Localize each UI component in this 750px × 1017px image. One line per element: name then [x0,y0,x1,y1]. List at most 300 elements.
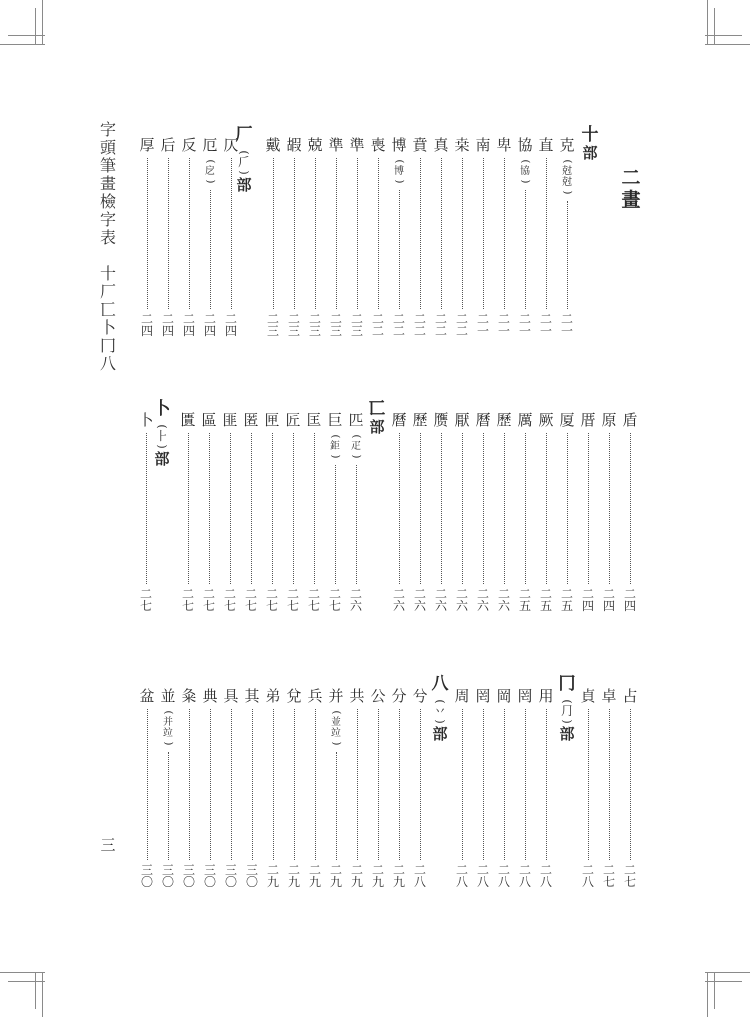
entry-variant [562,157,572,197]
index-entry [577,412,599,612]
leader-dots [483,433,484,584]
entry-character: 桒 [454,136,470,154]
paren-close: ) [204,179,216,184]
index-entry [598,688,620,888]
leader-dots [399,709,400,860]
leader-dots [272,433,273,584]
page-ref-digit: 二 [455,312,468,326]
entry-character: 弟 [265,687,281,705]
page-ref-digit: 三 [161,863,174,877]
variant-char: 𠂆 [237,155,250,169]
variant-char: 竝 [331,728,341,739]
entry-character: 罔 [475,687,491,705]
paren-open: ( [393,159,405,164]
running-head-char: 冂 [99,336,116,355]
page-ref-digit: 一 [476,324,489,338]
leader-dots [588,709,589,860]
leader-dots [356,465,357,584]
index-entry [346,137,368,337]
index-entry [198,412,220,612]
crop-mark [705,981,742,982]
radical-bu: 部 [154,450,170,468]
entry-character: 厦 [559,411,575,429]
paren-open: ( [329,434,341,439]
variant-char: ⺊ [155,429,168,443]
leader-dots [525,433,526,584]
index-entry [283,137,305,337]
page-number [100,837,116,853]
leader-dots [251,433,252,584]
page-ref-digit: 九 [392,875,405,889]
leader-dots [609,709,610,860]
entry-character: 曆 [475,411,491,429]
entry-character: 匠 [285,411,301,429]
index-entry [514,137,536,337]
leader-dots [315,709,316,860]
page-ref-digit: 二 [539,587,552,601]
radical-header-shi [576,125,604,162]
page-ref-digit: 七 [602,875,615,889]
page-ref-digit: 八 [413,875,426,889]
variant-char: 疋 [351,441,361,452]
page-ref-digit: 三 [287,324,300,338]
paren-open: ( [350,434,362,439]
page-ref-digit: 二 [623,863,636,877]
index-entry [388,412,410,612]
leader-dots [357,709,358,860]
page-ref-digit: 四 [602,599,615,613]
leader-dots [273,709,274,860]
paren-open: ( [560,699,574,704]
running-head-char: 十 [99,264,116,283]
leader-dots [546,158,547,309]
entry-character: 兮 [412,687,428,705]
page-ref-digit: 一 [518,324,531,338]
leader-dots [567,433,568,584]
page-ref-digit: 三 [266,324,279,338]
index-entry [409,412,431,612]
page-ref-digit: 二 [560,587,573,601]
variant-char: 鉅 [330,441,340,452]
leader-dots [420,433,421,584]
leader-dots [378,158,379,309]
entry-character: 公 [370,687,386,705]
crop-mark [705,35,742,36]
leader-dots [336,752,337,860]
entry-variant [331,708,341,748]
entry-variant [520,157,530,186]
entry-character: 匱 [180,411,196,429]
page-ref-digit: 二 [518,863,531,877]
entry-variant [205,157,215,186]
index-entry [514,412,536,612]
crop-mark [0,972,45,973]
running-head-char: 卜 [99,318,116,337]
crop-mark [42,972,43,1017]
leader-dots [399,433,400,584]
leader-dots [293,433,294,584]
paren-close: ) [237,170,251,175]
crop-mark [35,8,36,45]
index-entry [304,137,326,337]
paren-close: ) [433,719,447,724]
entry-character: 分 [391,687,407,705]
entry-character: 卜 [138,411,154,429]
variant-char: 尅 [562,166,572,177]
page-ref-digit: 四 [224,324,237,338]
index-entry [619,688,641,888]
page-ref-digit: 九 [371,875,384,889]
page-ref-digit: 二 [413,863,426,877]
index-entry [388,137,410,337]
index-entry [535,412,557,612]
paren-close: ) [393,179,405,184]
page-ref-digit: 九 [266,875,279,889]
crop-mark [705,972,750,973]
page-ref-digit: 〇 [224,875,237,889]
crop-mark [0,44,45,45]
leader-dots [147,158,148,309]
page-ref-digit: 二 [266,312,279,326]
leader-dots [588,433,589,584]
index-entry [619,412,641,612]
leader-dots [462,709,463,860]
page-number-text: 三 [100,836,116,854]
page-ref-digit: 二 [287,312,300,326]
page-ref-digit: 二 [392,312,405,326]
entry-character: 卓 [601,687,617,705]
index-entry [220,137,242,337]
radical-char: 卜 [153,399,171,419]
entry-character: 歷 [496,411,512,429]
entry-character: 厥 [538,411,554,429]
entry-character: 用 [538,687,554,705]
page-ref-digit: 〇 [245,875,258,889]
index-entry [535,688,557,888]
entry-variant [394,157,404,186]
page-ref-digit: 六 [413,599,426,613]
page-ref-digit: 三 [182,863,195,877]
index-entry [451,137,473,337]
leader-dots [462,433,463,584]
page-ref-digit: 二 [581,587,594,601]
leader-dots [147,709,148,860]
index-entry [157,137,179,337]
index-entry [493,137,515,337]
page-ref-digit: 八 [497,875,510,889]
page-ref-digit: 八 [518,875,531,889]
page-ref-digit: 二 [349,587,362,601]
index-entry [493,688,515,888]
entry-character: 厚 [139,136,155,154]
index-entry [556,137,578,337]
crop-mark [714,8,715,45]
page-ref-digit: 二 [518,587,531,601]
page-ref-digit: 九 [308,875,321,889]
page-ref-digit: 二 [518,312,531,326]
index-entry [136,137,158,337]
index-entry [219,412,241,612]
paren-close: ) [560,719,574,724]
leader-dots [252,709,253,860]
radical-bu: 部 [236,176,252,194]
paren-close: ) [519,179,531,184]
entry-character: 罔 [517,687,533,705]
page-ref-digit: 六 [497,599,510,613]
running-head [97,121,119,373]
page-ref-digit: 七 [223,599,236,613]
page-ref-digit: 二 [392,324,405,338]
index-entry [367,137,389,337]
entry-character: 匡 [306,411,322,429]
paren-open: ( [237,150,251,155]
page-ref-digit: 二 [329,863,342,877]
page-ref-digit: 八 [476,875,489,889]
index-entry [451,688,473,888]
page-ref-digit: 三 [224,863,237,877]
page-ref-digit: 二 [287,863,300,877]
entry-character: 戴 [265,136,281,154]
page-ref-digit: 二 [539,863,552,877]
index-entry [472,137,494,337]
crop-mark [707,972,708,1017]
index-entry [346,688,368,888]
page-ref-digit: 二 [455,863,468,877]
index-entry [282,412,304,612]
entry-character: 赝 [433,411,449,429]
entry-character: 兵 [307,687,323,705]
page-ref-digit: 三 [350,324,363,338]
paren-close: ) [162,741,174,746]
index-entry [304,688,326,888]
index-entry [240,412,262,612]
page-ref-digit: 一 [539,324,552,338]
entry-character: 匿 [243,411,259,429]
paren-open: ( [561,159,573,164]
leader-dots [357,158,358,309]
page-ref-digit: 二 [434,312,447,326]
variant-char: 丷 [433,704,446,718]
page-ref-digit: 六 [455,599,468,613]
entry-character: 克 [559,136,575,154]
paren-close: ) [561,190,573,195]
index-entry [367,688,389,888]
page-ref-digit: 二 [371,324,384,338]
index-entry [178,688,200,888]
index-entry [199,137,221,337]
entry-character: 嘏 [286,136,302,154]
page-ref-digit: 二 [181,587,194,601]
variant-char: 并 [163,717,173,728]
radical-variant [156,422,168,451]
entry-character: 匪 [222,411,238,429]
page-ref-digit: 二 [413,587,426,601]
entry-character: 原 [601,411,617,429]
radical-char: 冂 [558,674,576,694]
page-ref-digit: 二 [476,312,489,326]
page-ref-digit: 二 [497,312,510,326]
variant-char: 協 [520,166,530,177]
leader-dots [231,709,232,860]
page-ref-digit: 五 [518,599,531,613]
variant-char: 並 [331,717,341,728]
page-ref-digit: 三 [329,324,342,338]
radical-char: 匸 [368,399,386,419]
page-ref-digit: 二 [286,587,299,601]
page-ref-digit: 二 [602,587,615,601]
entry-character: 仄 [223,136,239,154]
page-ref-digit: 八 [539,875,552,889]
entry-character: 賁 [412,136,428,154]
page-ref-digit: 二 [224,312,237,326]
paren-open: ( [433,699,447,704]
page-ref-digit: 二 [223,587,236,601]
index-entry [262,688,284,888]
entry-character: 喪 [370,136,386,154]
index-entry [199,688,221,888]
page-ref-digit: 八 [581,875,594,889]
page-ref-digit: 二 [244,587,257,601]
entry-character: 兢 [307,136,323,154]
running-head-char: 畫 [99,174,116,193]
page-ref-digit: 二 [371,312,384,326]
page-ref-digit: 一 [497,324,510,338]
page-ref-digit: 二 [140,312,153,326]
page-ref-digit: 七 [244,599,257,613]
page-ref-digit: 二 [265,587,278,601]
entry-character: 博 [391,136,407,154]
page-ref-digit: 七 [139,599,152,613]
page-ref-digit: 二 [455,324,468,338]
page-ref-digit: 二 [560,312,573,326]
page-ref-digit: 四 [161,324,174,338]
page-ref-digit: 二 [413,324,426,338]
leader-dots [462,158,463,309]
page-ref-digit: 七 [286,599,299,613]
index-entry [136,688,158,888]
page-ref-digit: 二 [581,863,594,877]
radical-char: 厂 [235,125,253,145]
index-entry [178,137,200,337]
running-head-char: 頭 [99,138,116,157]
index-entry [409,137,431,337]
section-title-char: 畫 [621,189,641,211]
page-ref-digit: 二 [434,587,447,601]
entry-character: 厭 [454,411,470,429]
leader-dots [483,709,484,860]
index-entry [535,137,557,337]
entry-character: 典 [202,687,218,705]
page-ref-digit: 九 [287,875,300,889]
index-entry [177,412,199,612]
paren-close: ) [155,444,169,449]
leader-dots [315,158,316,309]
entry-character: 南 [475,136,491,154]
entry-character: 巨 [327,411,343,429]
entry-character: 并 [328,687,344,705]
index-entry [577,688,599,888]
page-ref-digit: 七 [307,599,320,613]
paren-open: ( [330,710,342,715]
entry-character: 反 [181,136,197,154]
index-entry [514,688,536,888]
running-head-char: 檢 [99,192,116,211]
page-ref-digit: 二 [602,863,615,877]
leader-dots [525,709,526,860]
leader-dots [546,433,547,584]
leader-dots [609,433,610,584]
leader-dots [336,158,337,309]
entry-character: 協 [517,136,533,154]
index-entry [409,688,431,888]
leader-dots [168,158,169,309]
paren-open: ( [204,159,216,164]
page-ref-digit: 二 [308,312,321,326]
section-title-char: 二 [621,167,641,189]
paren-close: ) [350,454,362,459]
entry-character: 其 [244,687,260,705]
entry-character: 準 [328,136,344,154]
page-ref-digit: 二 [161,312,174,326]
paren-close: ) [330,741,342,746]
leader-dots [210,190,211,309]
page-ref-digit: 三 [245,863,258,877]
page-ref-digit: 二 [476,587,489,601]
radical-variant [434,697,446,726]
entry-character: 區 [201,411,217,429]
radical-bu: 部 [559,725,575,743]
leader-dots [504,709,505,860]
leader-dots [294,709,295,860]
page-ref-digit: 二 [392,587,405,601]
crop-mark [8,35,45,36]
leader-dots [231,158,232,309]
leader-dots [441,158,442,309]
page-ref-digit: 〇 [140,875,153,889]
index-entry [220,688,242,888]
index-entry [324,412,346,612]
page-ref-digit: 二 [308,863,321,877]
leader-dots [525,190,526,309]
leader-dots [399,190,400,309]
page-ref-digit: 九 [329,875,342,889]
leader-dots [209,433,210,584]
radical-char: 八 [431,674,449,694]
index-entry [598,412,620,612]
page-ref-digit: 二 [455,587,468,601]
page-ref-digit: 七 [202,599,215,613]
page-ref-digit: 四 [182,324,195,338]
entry-character: 並 [160,687,176,705]
page-ref-digit: 七 [181,599,194,613]
entry-variant [330,432,340,461]
entry-character: 真 [433,136,449,154]
variant-char: 博 [394,166,404,177]
page-ref-digit: 七 [623,875,636,889]
page-ref-digit: 二 [203,312,216,326]
index-entry [430,412,452,612]
leader-dots [420,709,421,860]
crop-mark [705,44,750,45]
page-ref-digit: 二 [350,863,363,877]
index-entry [556,412,578,612]
page-ref-digit: 二 [139,587,152,601]
leader-dots [314,433,315,584]
leader-dots [146,433,147,584]
entry-character: 粂 [181,687,197,705]
page-ref-digit: 七 [265,599,278,613]
page-ref-digit: 二 [497,863,510,877]
